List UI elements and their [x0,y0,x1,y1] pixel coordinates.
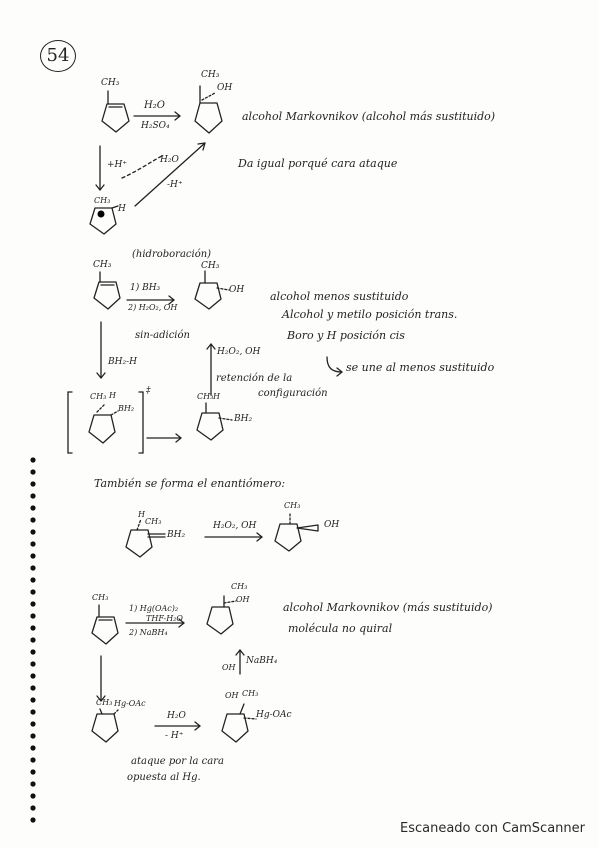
product-2-alcohol [195,271,229,309]
s2-int-ch3: CH₃ [197,392,214,401]
footer-watermark: Escaneado con CamScanner [399,821,585,836]
s2-ts-ch3: CH₃ [90,392,107,401]
reactant-4-cyclopentene [92,605,118,644]
s1-step-water: H₂O [160,155,179,165]
s2-desc-2: Alcohol y metilo posición trans. [282,308,458,321]
s1-reagent-acid: H₂SO₄ [141,121,170,131]
s2-reactant-ch3: CH₃ [93,260,112,270]
s4-int2-hg: Hg-OAc [256,710,292,720]
enantiomer-product [275,513,318,551]
s2-ts-dagger: ‡ [146,386,151,396]
s1-int-h: H [118,204,126,214]
s3-p-ch3: CH₃ [284,501,301,510]
s1-description: alcohol Markovnikov (alcohol más sustituido) [242,110,496,123]
reactant-2-cyclopentene [94,272,120,309]
s1-step-minus-h: -H⁺ [167,180,183,190]
s4-reagent-2: 2) NaBH₄ [129,628,168,637]
s2-int-h: H [213,392,220,401]
s3-reagent: H₂O₂, OH [213,521,257,531]
reactant-1-cyclopentene [102,91,129,132]
s4-oh-left: OH [222,663,236,672]
s4-int2-oh: OH [225,691,239,700]
intermediate-2-borane [197,403,232,440]
s4-desc-2: molécula no quiral [288,622,393,635]
product-1-alcohol [195,86,222,133]
hg-alcohol-intermediate [222,704,256,742]
s4-int1-hg: Hg-OAc [114,699,146,708]
s4-reactant-ch3: CH₃ [92,593,109,602]
s4-desc-1: alcohol Markovnikov (más sustituido) [283,601,493,614]
s3-note: También se forma el enantiómero: [94,477,286,490]
s2-product-ch3: CH₃ [201,261,220,271]
s2-desc-1: alcohol menos sustituido [270,290,409,303]
s2-ts-bh2: BH₂ [118,404,135,413]
s2-int-bh2: BH₂ [234,414,253,424]
s2-desc-3: Boro y H posición cis [287,329,405,342]
product-4-alcohol [207,596,236,634]
arrow-curve-1 [122,156,162,178]
s2-retention-2: configuración [258,388,328,399]
s1-reactant-ch3: CH₃ [101,78,120,88]
s2-title: (hidroboración) [132,249,212,260]
s4-int2-ch3: CH₃ [242,689,259,698]
s2-retention-1: retención de la [216,373,293,384]
intermediate-1-carbocation [90,206,118,234]
problem-number: 54 [40,40,76,72]
s1-reagent-water: H₂O [144,100,165,111]
s2-product-oh: OH [229,285,245,295]
s2-desc-4: se une al menos sustituido [346,361,495,374]
s2-syn-addition: sin-adición [135,330,190,341]
s3-r-ch3: CH₃ [145,517,162,526]
transition-state [89,404,118,443]
s3-p-oh: OH [324,520,340,530]
s3-r-bh2: BH₂ [167,530,186,540]
s2-reagent-1: 1) BH₃ [130,283,161,293]
s2-bh2h: BH₂-H [108,357,137,367]
s1-product-oh: OH [217,83,233,93]
s2-ts-h: H [109,391,116,400]
s4-reagent-1: 1) Hg(OAc)₂ [129,604,179,613]
s1-step-proton: +H⁺ [107,160,128,170]
s4-note-2: opuesta al Hg. [127,772,201,783]
s1-note: Da igual porqué cara ataque [238,157,398,170]
arrow-long-1 [135,143,205,206]
s4-water: H₂O [167,711,186,721]
s4-note-1: ataque por la cara [131,756,224,767]
s4-nabh4: NaBH₄ [246,656,278,666]
s1-int-ch3: CH₃ [94,196,111,205]
s4-int1-ch3: CH₃ [96,698,113,707]
s4-reagent-1b: THF-H₂O [146,614,183,623]
s4-product-oh: OH [236,595,250,604]
s3-r-h: H [138,510,145,519]
s4-product-ch3: CH₃ [231,582,248,591]
s2-h2o2: H₂O₂, OH [217,347,261,357]
s4-minus-h: - H⁺ [165,731,184,741]
s1-product-ch3: CH₃ [201,70,220,80]
oxymercury-intermediate [92,709,118,742]
s2-reagent-2: 2) H₂O₂, OH [128,303,178,312]
